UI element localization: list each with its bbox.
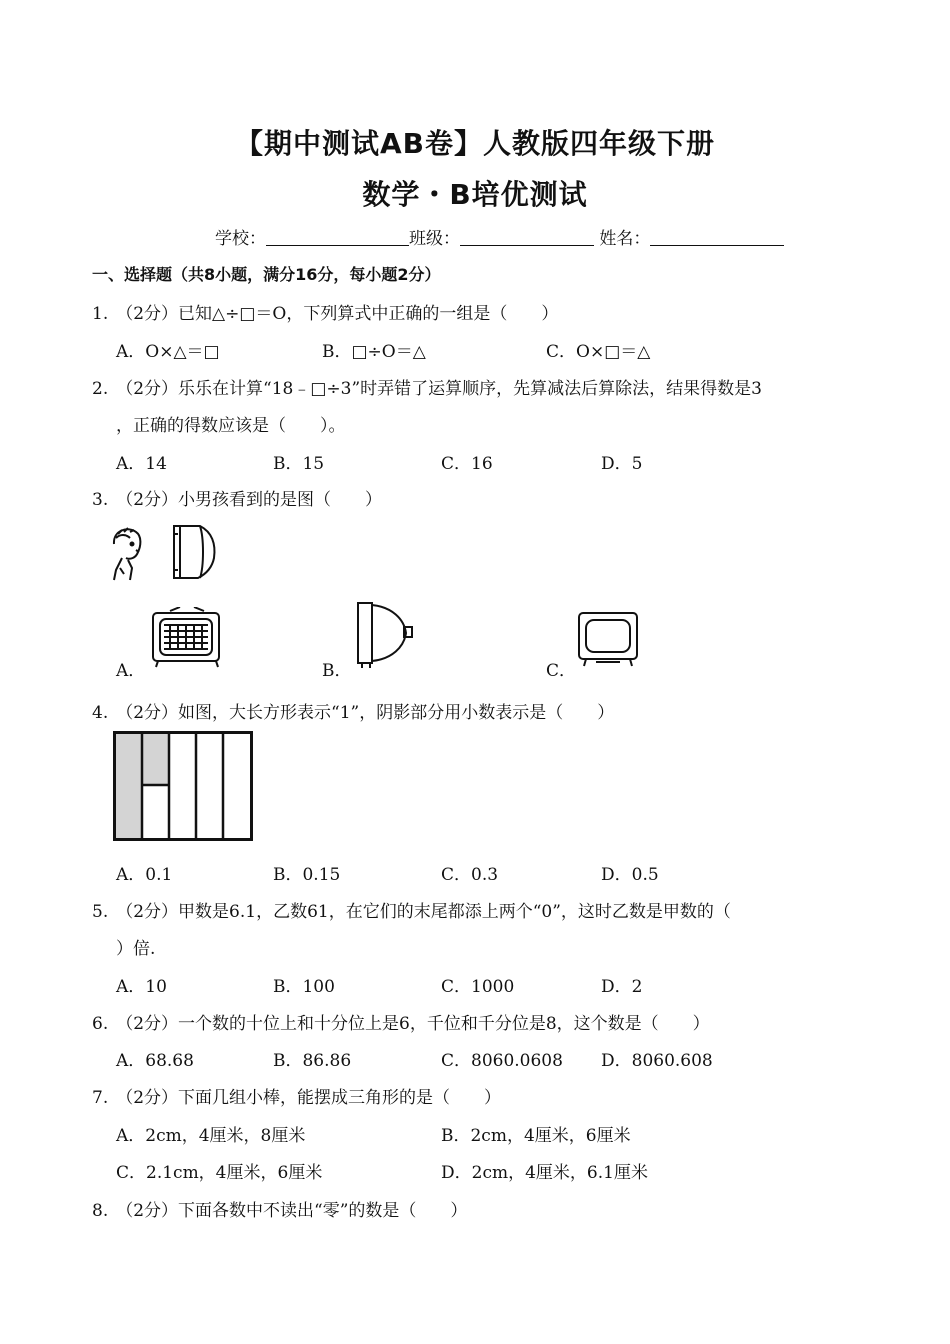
option[interactable]: C．1000 — [441, 977, 515, 997]
name-blank[interactable] — [650, 229, 784, 246]
class-label: 班级： — [409, 229, 460, 249]
option[interactable]: B．2cm，4厘米，6厘米 — [441, 1126, 631, 1146]
question-text: （2分）已知△÷□＝O，下列算式中正确的一组是（ ） — [116, 304, 559, 324]
question-text: （2分）小男孩看到的是图（ ） — [116, 490, 383, 510]
question-7 — [92, 1083, 501, 1108]
question-2 — [92, 374, 762, 399]
shaded-column — [116, 734, 142, 838]
question-text-cont: ）倍. — [116, 939, 156, 959]
page-title: 【期中测试AB卷】人教版四年级下册 — [234, 127, 715, 160]
option[interactable]: C．2.1cm，4厘米，6厘米 — [116, 1163, 323, 1183]
option[interactable]: B．0.15 — [273, 865, 341, 885]
option[interactable]: D．2cm，4厘米，6.1厘米 — [441, 1163, 648, 1183]
question-text: （2分）乐乐在计算“18﹣□÷3”时弄错了运算顺序，先算减法后算除法，结果得数是3 — [116, 379, 763, 399]
option[interactable]: B．86.86 — [273, 1051, 352, 1071]
option[interactable]: A．0.1 — [116, 865, 173, 885]
option[interactable]: D．5 — [601, 454, 643, 474]
option[interactable]: C．16 — [441, 454, 493, 474]
school-blank[interactable] — [266, 229, 409, 246]
option[interactable]: D．0.5 — [601, 865, 659, 885]
question-number: 3. — [92, 490, 109, 510]
boy-tv-illustration — [108, 522, 220, 582]
question-text: （2分）如图，大长方形表示“1”，阴影部分用小数表示是（ ） — [116, 703, 615, 723]
tv-side-view-icon[interactable] — [352, 599, 418, 669]
option[interactable]: C．0.3 — [441, 865, 499, 885]
question-text: （2分）一个数的十位上和十分位上是6，千位和千分位是8，这个数是（ ） — [116, 1014, 710, 1034]
question-number: 1. — [92, 304, 109, 324]
shaded-half-column — [142, 734, 168, 784]
question-text: （2分）下面几组小棒，能摆成三角形的是（ ） — [116, 1088, 502, 1108]
header-fields — [215, 224, 784, 249]
option[interactable]: B． — [322, 661, 352, 681]
question-8 — [92, 1196, 467, 1221]
boy-icon — [114, 528, 140, 580]
question-number: 6. — [92, 1014, 109, 1034]
section-heading: 一、选择题（共8小题，满分16分，每小题2分） — [92, 265, 441, 284]
school-label: 学校： — [215, 229, 266, 249]
question-number: 4. — [92, 703, 109, 723]
question-text: （2分）下面各数中不读出“零”的数是（ ） — [116, 1201, 468, 1221]
class-blank[interactable] — [460, 229, 594, 246]
option[interactable]: A．68.68 — [116, 1051, 194, 1071]
option[interactable]: B．100 — [273, 977, 335, 997]
tv-side-icon — [174, 526, 214, 578]
rectangle-diagram — [112, 730, 254, 842]
option[interactable]: A．2cm，4厘米，8厘米 — [116, 1126, 306, 1146]
option[interactable]: A．14 — [116, 454, 167, 474]
name-label: 姓名： — [599, 229, 651, 249]
question-1 — [92, 299, 558, 324]
option[interactable]: C．O×□＝△ — [546, 342, 651, 362]
option[interactable]: B．□÷O＝△ — [322, 342, 426, 362]
question-text-cont: ，正确的得数应该是（ ）。 — [116, 416, 346, 436]
option[interactable]: D．8060.608 — [601, 1051, 713, 1071]
option[interactable]: A．10 — [116, 977, 167, 997]
option[interactable]: A．O×△＝□ — [116, 342, 220, 362]
question-6 — [92, 1009, 710, 1034]
page-subtitle: 数学・B培优测试 — [362, 178, 588, 211]
question-number: 2. — [92, 379, 109, 399]
question-number: 7. — [92, 1088, 109, 1108]
option[interactable]: A． — [116, 661, 146, 681]
option[interactable]: C． — [546, 661, 577, 681]
tv-front-icon[interactable] — [150, 607, 224, 669]
question-text: （2分）甲数是6.1，乙数61，在它们的末尾都添上两个“0”，这时乙数是甲数的（ — [116, 902, 731, 922]
question-5 — [92, 897, 731, 922]
question-3 — [92, 485, 382, 510]
question-number: 5. — [92, 902, 109, 922]
option[interactable]: C．8060.0608 — [441, 1051, 563, 1071]
option[interactable]: D．2 — [601, 977, 643, 997]
question-4 — [92, 698, 614, 723]
option[interactable]: B．15 — [273, 454, 325, 474]
question-number: 8. — [92, 1201, 109, 1221]
tv-screen-icon[interactable] — [576, 610, 640, 668]
